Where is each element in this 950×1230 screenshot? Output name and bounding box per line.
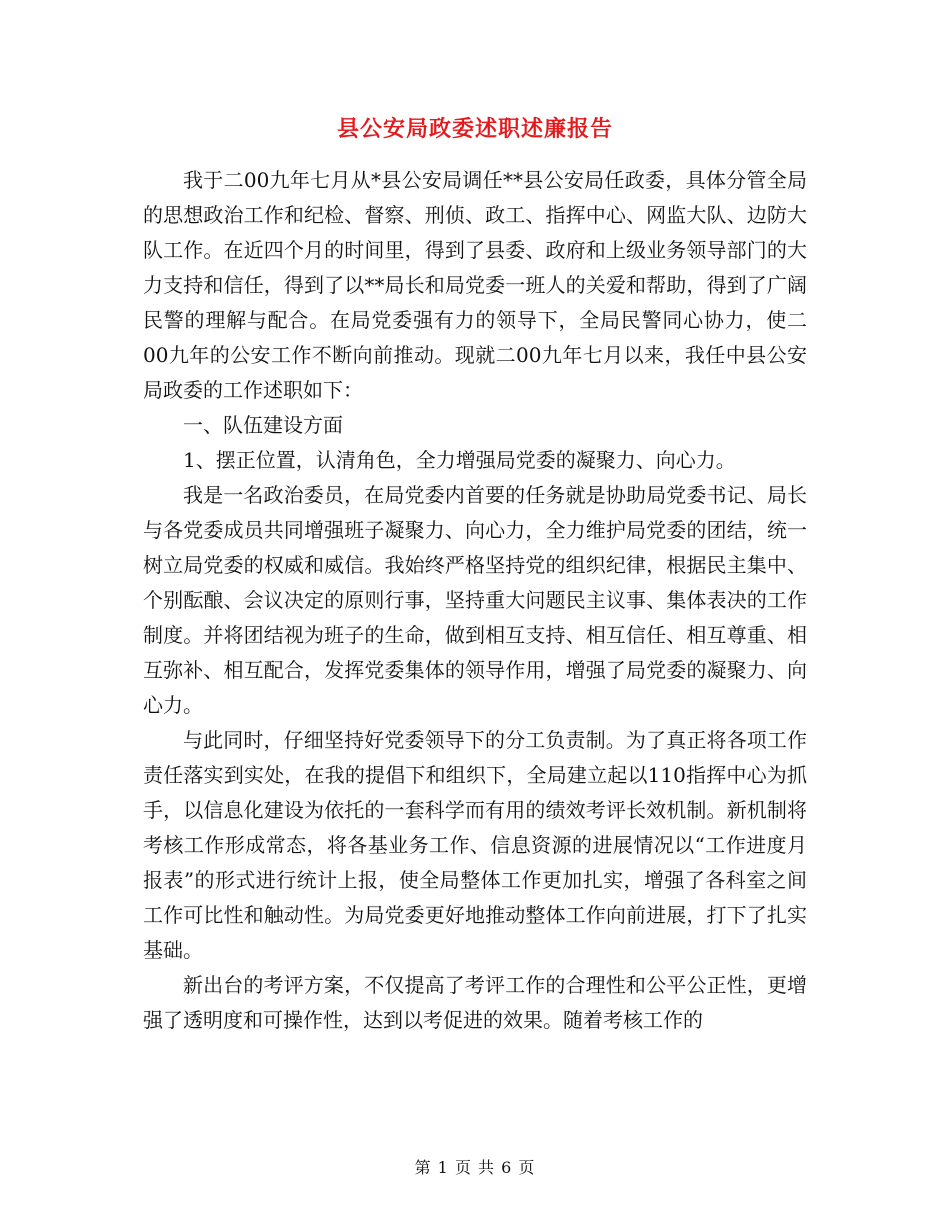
document-title: 县公安局政委述职述廉报告: [336, 116, 613, 142]
paragraph: 新出台的考评方案，不仅提高了考评工作的合理性和公平公正性，更增强了透明度和可操作性，达到以考促进的效果。随着考核工作的: [143, 973, 807, 1032]
subsection-heading: 1、摆正位置，认清角色，全力增强局党委的凝聚力、向心力。: [183, 448, 736, 472]
document-body: [143, 163, 807, 1038]
section-heading: 一、队伍建设方面: [183, 413, 343, 437]
page-number: 第 1 页 共 6 页: [414, 1158, 536, 1177]
paragraph: 我于二00九年七月从*县公安局调任**县公安局任政委，具体分管全局的思想政治工作和纪检、督察、刑侦、政工、指挥中心、网监大队、边防大队工作。在近四个月的时间里，得到了县委、政府和上级业务领导部门的大力支持和信任，得到了以**局长和局党委一班人的关爱和帮助，得到了广阔民警的理解与配合。在局党委强有力的领导下，全局民警同心协力，使二00九年的公安工作不断向前推动。现就二00九年七月以来，我任中县公安局政委的工作述职如下：: [143, 168, 807, 402]
paragraph: 我是一名政治委员，在局党委内首要的任务就是协助局党委书记、局长与各党委成员共同增强班子凝聚力、向心力，全力维护局党委的团结，统一树立局党委的权威和威信。我始终严格坚持党的组织纪律，根据民主集中、个别酝酿、会议决定的原则行事，坚持重大问题民主议事、集体表决的工作制度。并将团结视为班子的生命，做到相互支持、相互信任、相互尊重、相互弥补、相互配合，发挥党委集体的领导作用，增强了局党委的凝聚力、向心力。: [143, 483, 807, 717]
paragraph: 与此同时，仔细坚持好党委领导下的分工负责制。为了真正将各项工作责任落实到实处，在我的提倡下和组织下，全局建立起以110指挥中心为抓手，以信息化建设为依托的一套科学而有用的绩效考评长效机制。新机制将考核工作形成常态，将各基业务工作、信息资源的进展情况以“工作进度月报表”的形式进行统计上报，使全局整体工作更加扎实，增强了各科室之间工作可比性和触动性。为局党委更好地推动整体工作向前进展，打下了扎实基础。: [143, 728, 807, 962]
